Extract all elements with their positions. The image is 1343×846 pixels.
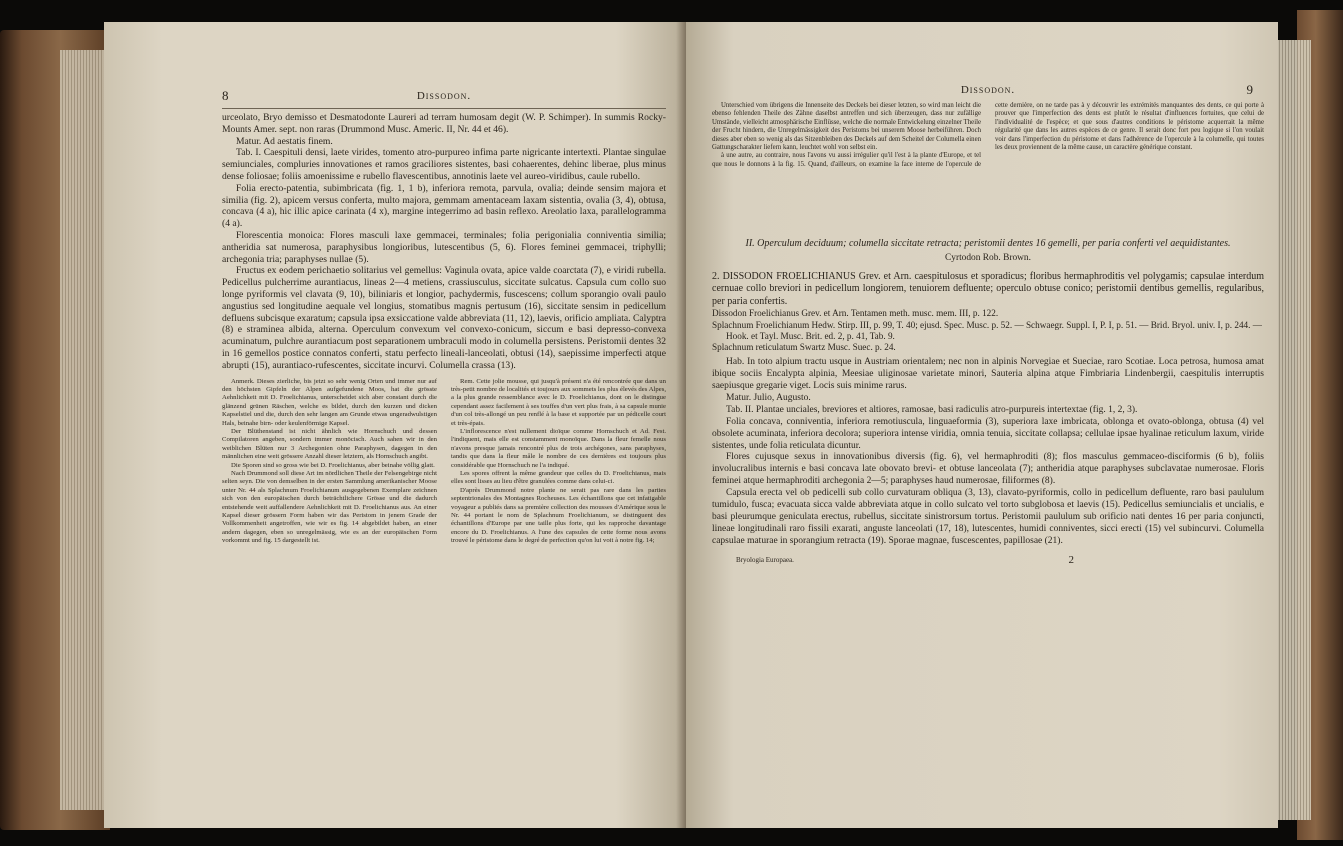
page-title: Dissodon. [416,90,472,102]
signature-number: 2 [1068,553,1074,566]
notes-columns [712,102,1264,228]
note: D'après Drummond notre plante ne serait pas rare dans les parties septentrionales des Montagnes Rocheuses. Les échantillons que cet infatigable voyageur a publiés dans sa première collection des mousses d'Amérique sous le Nr. 44 portant le nom de Splachnum Froelichianum, se distinguent des échantillons d'Europe par une taille plus forte, qui les rapproche davantage encore du D. Froelichianus. A l'une des capsules de cette forme nous avons trouvé le péristome dans le degré de perfection qu'on lui voit à notre fig. 14; [451,486,666,545]
references [712,308,1264,353]
paragraph: Fructus ex eodem perichaetio solitarius vel gemellus: Vaginula ovata, apice valde coarctata (7), e viridi rubella. Pedicellus pulcherrime aurantiacus, lineas 2—4 metiens, crassiusculus, siccitate sulcatus. Capsula cum collo suo longe pyriformis vel clavata (9, 10), biliniaris et longior, pachydermis, fuscescens; collum sporangio ovali paulo angustius sed longitudine aequale vel longius, stomatibus magnis pertusum (16), siccitate sensim in pedicellum defluens subcisque exaratum; capsula ipsa exsiccatione valde abbreviata (11, 12), laevis, orificio ampliata. Calyptra (8) e straminea albida, alterna. Operculum convexum vel convexo-conicum, siccum e basi depresso-convexa acuminatum, pulchre aurantiacum post separationem umbraculi modo in columella persistens. Peristomii dentes 32 in 16 gemellos postice connatos conferti, statu perfecto lineali-lanceolati, obtusi (14), saepissime imperfecti atque abrupti (15), aurantiaco-rufescentes, siccitate incurvi. Columella crassa (13). [222,265,666,371]
note: Rem. Cette jolie mousse, qui jusqu'à présent n'a été rencontrée que dans un très-petit nombre de localités et toujours aux sommets les plus élevés des Alpes, a la plus grande ressemblance avec le D. Froelichianus, dont on le distingue cependant assez facilement à ses touffes d'un vert plus frais, à sa capsule munie d'un col très-allongé un peu renflé à la base et supportée par un pédicelle court et très-épais. [451,377,666,427]
note: Unterschied vom übrigens die Innenseite des Deckels bei dieser letzten, so wird man leicht die ebenso fehlenden Theile des Zähne daselbst antreffen und sich überzeugen, dass nur zufällige Umstände, vielleicht atmosphärische Einflüsse, welche die normale Entwickelung einzelner Theile der Frucht hindern, die Unregelmässigkeit des Peristoms bei unserem Moose herbeiführen. Doch dieses aber eben so wenig als das Sitzenbleiben des Deckels auf dem Scheitel der Columella einen Gattungscharakter liefern kann, leuchtet wohl von selbst ein. [712,102,981,152]
signature-text: Bryologia Europaea. [736,555,794,564]
note: Les spores offrent la même grandeur que celles du D. Froelichianus, mais elles sont lisses au lieu d'être granulées comme dans celui-ci. [451,470,666,486]
section-heading: II. Operculum deciduum; columella siccitate retracta; peristomii dentes 16 gemelli, per paria conferti vel aequidistantes. [745,238,1231,249]
page-footer [712,553,1264,568]
paragraph: Folia concava, conniventia, inferiora remotiuscula, linguaeformia (3), superiora laxe imbricata, oblonga et ovato-oblonga, obtusa (4) vel obsolete acuminata, inferiora decolora; superiora intense viridia, omnia tenuia, siccitate collapsa; cellulae ipsae hyalinae reticulum laxum, viride sistentes, unde folia reticulata dicuntur. [712,416,1264,451]
paragraph: Capsula erecta vel ob pedicelli sub collo curvaturam obliqua (3, 13), clavato-pyriformis, collo in pedicellum defluente, raro basi paululum tumidulo, fusca; evacuata sicca valde abbreviata atque in collo sulcato vel torto subglobosa et laevis (15). Pedicellus semiuncialis et uncialis, e basi pleurumque geniculata erectus, rubellus, siccitate sinistrorsum tortus. Peristomii paululum sub orificio nati dentes 16 per paria conjuncti, lineae longitudinali raro fissili exarati, anguste lanceolati (17, 18), lutescentes, humidi conniventes, sicci erecti (15) vel subincurvi. Columella capsulae maturae in sporangium retracta (19). Sporae magnae, fuscescentes, papillosae (21). [712,488,1264,546]
left-page [104,22,686,828]
note: Nach Drummond soll diese Art im nördlichen Theile der Felsengebirge nicht selten seyn. Die von demselben in der ersten Sammlung amerikanischer Moose unter Nr. 44 als Splachnum Froelichianum ausgegebenen Exemplare zeichnen sich von den europäischen durch beträchtlichere Grösse und die dadurch entstehende weit auffallendere Aehnlichkeit mit D. Froelichianus aus. An einer Kapsel dieser grössern Form haben wir das Peristom in jenem Grade der Vollkommenheit angetroffen, wie wir es fig. 14 abgebildet haben, an einer andern dagegen, eben so unregelmässig, wie es an der europäischen Form vorkommt und fig. 15 dargestellt ist. [222,470,437,545]
paragraph: Hab. In toto alpium tractu usque in Austriam orientalem; nec non in alpinis Norvegiae et Sueciae, raro Scotiae. Loca petrosa, humosa amat ibique sociis Encalypta alpinia, Meesiae uliginosae varietate minori, Sauteria alpina atque Fimbriaria Lindenbergii, caespitulis interruptis saepiusque gregarie viget. Locis suis minime rarus. [712,357,1264,391]
page-number: 9 [1246,82,1254,97]
species-title: 2. DISSODON FROELICHIANUS Grev. et Arn. caespitulosus et sporadicus; floribus hermaphroditis vel polygamis; capsulae interdum cernuae collo breviori in pedicellum longiorem, tenuiorem defluente; operculo obtuse conico; peristomii dentibus gemellis, regularibus, per paria confertis. [712,270,1264,307]
main-text [222,112,666,372]
note: à une autre, au contraire, nous l'avons vu aussi irrégulier qu'il l'est à la plante d'Europe, et tel que nous le donnons à la fig. 15. Quand, d'ailleurs, on examine la face interne de l'opercule de cette dernière, on ne tarde pas à y découvrir les extrémités manquantes des dents, ce qui porte à prouver que l'imperfection des dents est plutôt le résultat d'influences fortuites, que celui de l'individualité de l'espèce; et que sous d'autres conditions le péristome acquerrait la même régularité que dans les autres espèces de ce genre. Il serait donc fort peu logique si l'on voulait voir dans l'imperfection du péristome et dans l'adhérence de l'opercule à la columelle, qui toutes les deux proviennent de la même cause, un caractère générique constant. [712,102,1264,168]
note: Der Blüthenstand ist nicht ähnlich wie Hornschuch und dessen Compilatoren angeben, sondern immer monöcisch. Auch sahen wir in den weiblichen Blüten nur 3 Archegonien ohne Paraphysen, dagegen in den männlichen eine weit grössere Anzahl dieser letztern, als Hornschuch angibt. [222,427,437,461]
paragraph: Matur. Julio, Augusto. [726,392,811,403]
paragraph: Flores cujusque sexus in innovationibus diversis (fig. 6), vel hermaphroditi (8); flos masculus gemmaceo-disciformis (6 b), foliis involucralibus internis e basi concava late obovato brevi- et obtuse lanceolata (7); antheridia atque paraphyses subclavatae numerosae. Floris feminei atque hermaphroditi archegonia 2—5; paraphyses haud numerosae, filiformes (8). [712,452,1264,487]
right-page [686,22,1278,828]
page-title: Dissodon. [960,84,1016,96]
note: Anmerk. Dieses zierliche, bis jetzt so sehr wenig Orten und immer nur auf den höchsten Gipfeln der Alpen aufgefundene Moos, hat die grösste Aehnlichkeit mit D. Froelichianus, unterscheidet sich aber constant durch die glänzend grünen Räschen, welche es bildet, durch den kurzen und dicken Kapselstiel und die, durch den sehr langen am Grunde etwas ungeradwulstigen Hals, beinahe birn- oder keulenförmige Kapsel. [222,377,437,427]
note: L'inflorescence n'est nullement dioïque comme Hornschuch et Ad. Fest. l'indiquent, mais elle est constamment monoïque. Dans la fleur femelle nous n'avons presque jamais rencontré plus de trois archégones, sans paraphyses, tandis que dans la fleur mâle le nombre de ces dernières est toujours plus considérable que Hornschuch ne l'a indiqué. [451,427,666,469]
running-head [222,88,666,108]
note: Die Sporen sind so gross wie bei D. Froelichianus, aber beinahe völlig glatt. [231,461,435,469]
notes-columns [222,378,666,546]
paragraph: urceolato, Bryo demisso et Desmatodonte Laureri ad terram humosam degit (W. P. Schimper). In summis Rocky-Mounts Amer. sept. non raras (Drummond Musc. Americ. II, Nr. 44 et 46). [222,112,666,135]
reference: Splachnum Froelichianum Hedw. Stirp. III, p. 99, T. 40; ejusd. Spec. Musc. p. 52. — Schwaegr. Suppl. I, P. I, p. 51. — Brid. Bryol. univ. I, p. 244. — Hook. et Tayl. Musc. Brit. ed. 2, p. 41, Tab. 9. [712,319,1262,341]
paragraph: Tab. II. Plantae unciales, breviores et altiores, ramosae, basi radiculis atro-purpureis intertextae (fig. 1, 2, 3). [726,404,1138,415]
synonym-line: Cyrtodon Rob. Brown. [945,253,1031,263]
paragraph: Matur. Ad aestatis finem. [236,135,333,147]
reference: Dissodon Froelichianus Grev. et Arn. Tentamen meth. musc. mem. III, p. 122. [712,308,999,319]
paragraph: Folia erecto-patentia, subimbricata (fig. 1, 1 b), inferiora remota, parvula, ovalia; deinde sensim majora et similia (fig. 2), apicem versus conferta, multo majora, gemmam amentaceam laxam sistentia, ovalia (3, 4), obtusa, concava (4 a), hic illic apice carinata (4 x), margine integerrimo ad basin reflexo. Areolatio laxa, parallelogramma (4 a). [222,182,666,230]
paragraph: Tab. I. Caespituli densi, laete virides, tomento atro-purpureo infima parte nigricante intertexti. Plantae singulae semiunciales, compluries innovationes et ramos graciliores sistentes, basi cohaerentes, dehinc liberae, plus minus dense foliosae; foliis amoenissime e rubello flavescentibus, annotinis laete vel aureo-viridibus, caule rubello. [222,147,666,182]
page-number: 8 [222,88,230,103]
paragraph: Florescentia monoica: Flores masculi laxe gemmacei, terminales; folia perigonialia conniventia similia; antheridia sat numerosa, paraphysibus longioribus, lutescentibus (5, 6). Flores feminei gemmacei, triphylli; archegonia tria; paraphyses nullae (5). [222,229,666,265]
page-edges-left [60,50,110,810]
reference: Splachnum reticulatum Swartz Musc. Suec. p. 24. [712,341,896,352]
header-rule [222,108,666,109]
running-head [712,82,1264,102]
main-text [712,357,1264,548]
